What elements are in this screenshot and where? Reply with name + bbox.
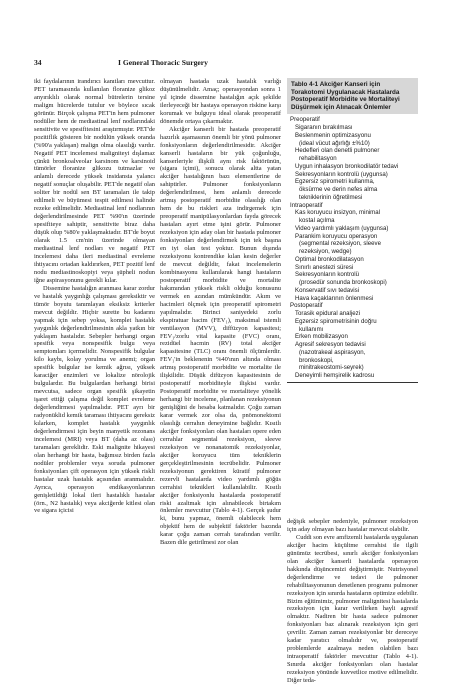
table-row: Optimal bronkodilatasyon (295, 255, 364, 263)
table-row: Sınırlı anestezi süresi (295, 263, 354, 271)
page-header (30, 58, 430, 70)
table-row: Deneyimli hemşirelik kadrosu (295, 372, 375, 380)
table-row: Sigaranın bırakılması (295, 124, 353, 132)
table-row: kullanımı (299, 325, 324, 333)
table-row: Video yardımlı yaklaşım (uygunsa) (295, 224, 389, 232)
table-row: bronkoskopi, (299, 356, 334, 364)
table-row: Erken mobilizasyon (295, 333, 348, 341)
text-column-right (287, 518, 418, 685)
text-column-left (34, 78, 155, 515)
table-row: öksürme ve derin nefes alma (299, 186, 378, 194)
table-row: Konservatif sıvı tedavisi (295, 286, 360, 294)
table-row: Uygun inhalasyon bronkodilatör tedavi (295, 162, 399, 170)
table-row: Sekresyonların kontrolü (295, 271, 360, 279)
table-row: minitrakeostomi-seyrek) (299, 364, 364, 372)
table-body (287, 114, 418, 380)
table-row: Parankim koruyucu operasyon (295, 232, 378, 240)
table-row: (ideal vücut ağırlığı ±%10) (299, 139, 370, 147)
table-4-1 (287, 78, 418, 510)
paragraph: olmayan hastada uzak hastalık varlığı düşünülmelidir. Amaç; operasyondan sonra 1 yıl içinde dissemine hastalığın açık şekilde ilerleyeceği bir hastaya operasyon riskine karşı korumak ve bulguyu ideal olarak preoperatif dönemde ortaya çıkarmaktır. (160, 78, 281, 125)
table-row: Egzersiz spirometri kullanma, (295, 178, 375, 186)
table-row: (prosedür sonunda bronkoskopi) (299, 279, 387, 287)
table-row: Egzersiz spirometrisinin doğru (295, 317, 377, 325)
table-bottom-rule (287, 382, 418, 383)
table-row: Hedefleri olan denetli pulmoner (295, 147, 380, 155)
table-section-heading: Preoperatif (290, 116, 320, 124)
paragraph: iki faydalarının irandırıcı kanıtları mevcuttur. PET taramasında kullanılan floranize glikoz anyırıklılı olarak normal bütrelerin tersine maligm hücrelerde tutulur ve böylece sıcak görünür. Birçok çalışma PET'in hem pulmoner nodüller hem de mediastinal lenf nodlarındaki sensitivite ve spesifitesini araştırmıştır. PET'de pozitiflik gösteren bir nodülün yüksek oranda (%90'a yaklaşan) malign olma olasılığı vardır. Negatif PET incelemesi maligniteyi dışlamaz çünkü bronkoalveolar karsinom ve karsinoid tümörler floranize glikozu tutmazlar ve anlamlı derecede yüksek insidansta yalancı negatif sonuçlar oluşabilir. PET'de negatif olan soliter bir nodül sen BT taramaları ile takip edilmeli ve büyümesi tespit edilmesi halinde rezeke edilmelidir. Mediastinal lenf nodlarının değerlendirilmesinde PET %90'ın üzerinde spesifiteye sahiptir, sensitivite biraz daha düşük olup %80'e yaklaşmaktadır. BT'de boyut olarak 1.5 cm'nin üzerinde olmayan mediastinal lenf nodları ve negatif PET incelemesi daha ileri mediastinal evreleme ihtiyacını ortadan kaldırırken, PET pozitif lenf nodu mediastinoskopiyi veya şüpheli nodun iğne aspirasyonunu gerekli kılar. (34, 78, 155, 284)
table-row: Sekresyonların kontrolü (uygunsa) (295, 170, 388, 178)
table-section-heading: Postoperatif (290, 302, 323, 310)
paragraph: değişik sebepler nedeniyle, pulmoner rezeksiyon için aday olmayan bazı hastalar mevcut olabilir. (287, 518, 418, 533)
paragraph: Cuddi son evre amfizemli hastalarda uygulanan akciğer hacim küçültme cerrahisi ile ilgili günümüz tecrübesi, sınırlı akciğer fonksiyonları olan akciğer kanserli hastalarda operasyon hakkında düşüncemizi değiştirmiştir. Nutrisyonel değerlendirme ve tedavi ile pulmoner rehabilitasyonunun denetlenen programı pulmoner rezeksiyon için sınırda hastaların optimize edebilir. Bizim eğitimimiz, pulmoner malignitesi hastalarda rezeksiyon için karar verilirken hayli agresif olmaktır. Nadiren bir hasta sadece pulmoner fonksiyonları baz alınarak rezeksiyon için geri çevrilir. Zaman zaman rezeksiyonlar bir dereceye kadar yaratıcı olmalıdır ve, postoperatif problemlerde azalmaya neden olabilen bazı intraoperatif faktörler mevcuttur (Tablo 4-1). Sınırda akciğer fonksiyonları olan hastalar rezeksiyon yönünde kuvvetlice motive edilmelidir. Diğer teda- (287, 533, 418, 685)
paragraph: Dissemine hastalığın aranması karar zordur ve hastalık yaygınlığı çalışması gereksiktir ve tümör boyutu tanımlayan eksiksiz kriterler mevcut değildir. Hiçbir surette bu kadarını yapmak için sebep yoksa, komplet hastalık yaygınlık değerlendirilmesinin akla yatkın bir yaklaşım hastalıdır. Sebepler herhangi organ spesifik veya nonspesifik bulgu veya semptomları içermelidir. Nonspesifik bulgular kilo kaybı, kolay yorulma ve anemi; organ spesifik bulgular ise kemik ağrısı, yüksek karaciğer enzimleri ve lokalize nörolojik bulgulardır. Bu bulgulardan herhangi birisi mevcutsa, sadece organ spesifik şikayetin işaret ettiği çalışma değil komplet evreleme değerlendirmesi yapılmalıdır. PET ayrı bir radyonüklid kemik taraması ihtiyacını gereksiz kılarken, komplet hastalık yaygınlık değerlendirmesi için beyin manyetik rezonans incelemesi (MRI) veya BT (daha az olası) taramaları gereklidir. Eski malignite hikayesi olan herhangi bir hasta, bağımsız birden fazla nodüler problemler veya soruda pulmoner fonksiyonları çift operasyon için yüksek riskli hastalar uzak hastalık açısından aranmalıdır. Ayrıca, operasyon endikasyonlarının genişletildiği lokal ileri hastalıklı hastalar (örn., N2 hastalık) veya akciğerde kitlesi olan ve sigara içicisi (34, 284, 155, 515)
table-row: kostal açılma (299, 217, 335, 225)
table-title: Tablo 4-1 Akciğer Kanseri için Torakotomi Uygulanacak Hastalarda Postoperatif Morbidite ve Mortaliteyi Düşürmek için Alınacak Önlemler (287, 78, 418, 114)
table-row: rezeksiyon, wedge) (299, 248, 352, 256)
table-row: Hava kaçaklarının önlenmesi (295, 294, 374, 302)
table-row: rehabilitasyon (299, 155, 337, 163)
running-title: I General Thoracic Surgery (118, 58, 208, 67)
paragraph: Akciğer kanserli bir hastada preoperatif hazırlık aşamasının önemli bir yönü pulmoner fonksiyonların değerlendirilmesidir. Akciğer kanserli hastaların bir yük çoğunluğu, kanserleriyle ilişkili aynı risk faktörünün, (sigara içimi), sonucu olarak altta yatan akciğer hastalığının bazı elementlerine de sahiptirler. Pulmoner fonksiyonların değerlendirilmesi, hem anlamlı derecede artmış postoperatif morbidite olasılığı olan hem de bu riskleri aza indirgemek için preoperatif manipülasyonlardan fayda görecek hastaları ayırt etme işini görür. Pulmoner rezeksiyon için aday olan bir hastada pulmoner fonksiyonları değerlendirmek için tek başına en iyi olan test yoktur. Bunun dışında rezeksiyonu kontrendike kılan kesin değerler de mevcut değildir, fakat incelemelerin kombinasyonu kullanılarak hangi hastaların postoperatif morbidite ve mortalite hakımından yüksek riskli olduğu konusunu vermek en azından mümkündür. Akım ve hacimleri ölçmek için preoperatif spirometri yapılmalıdır. Birinci saniyedeki zorlu ekspiratuar hacim (FEV₁), maksimal istemli ventilasyon (MVV), diffüzyon kapasitesi; FEV₁/zorlu vital kapasite (FVC) oranı, rezidüel hacmin (RV) total akciğer kapasitesine (TLC) oranı önemli ölçümlerdir. FEV₁'in beklenenin %40'ının altında olması artmış postoperatif morbidite ve mortalite ile ilişkilidir. Düşük difüzyon kapasitesinin de postoperatif morbiditeyle ilişkisi vardır. Postoperatif morbidite ve mortaliteye yönelik herhangi bir inceleme, planlanan rezeksiyonun genişliğini de hesaba katmalıdır. Çoğu zaman karar vermek zor olsa da, pnömonektomi olasılığı cerrahın deneyimine bağlıdır. Kısıtlı akciğer fonksiyonları olan hastaları opere eden cerrahlar segmental rezeksiyon, sleeve rezeksiyon ve nonanatomik rezeksiyonlar, akciğer koruyucu tüm tekniklerin gerçekleştirilmesinin tecrübelidir. Pulmoner rezeksiyonun gerektiren küratif pulmoner rezervli hastalarda video yardımlı göğüs cerrahisi teknikleri kullanılabilir. Kısıtlı akciğer fonksiyonlu hastalarda postoperatif riski azaltmak için alınabilecek birtakım önlemler mevcuttur (Tablo 4-1). Gerçek şudur ki, bunu yapmaz, önemli olabilecek hem objektif hem de subjektif faktörler bazında karar çoğu zaman cerrah tarafından verilir. Bazen dile getirilmesi zor olan (160, 125, 281, 547)
text-column-middle (160, 78, 281, 547)
table-row: (segmental rezeksiyon, sleeve (299, 240, 381, 248)
table-section-heading: Intraoperatif (290, 201, 323, 209)
table-row: Torasik epidural analjezi (295, 310, 361, 318)
table-row: Kas koruyucu insizyon, minimal (295, 209, 381, 217)
page-number: 34 (34, 58, 42, 67)
table-row: tekniklerinin öğretilmesi (299, 193, 363, 201)
table-row: Beslenmenin optimizasyonu (295, 131, 371, 139)
table-row: Agresif sekresyon tedavisi (295, 341, 366, 349)
table-row: (nazotrakeal aspirasyon, (299, 348, 366, 356)
